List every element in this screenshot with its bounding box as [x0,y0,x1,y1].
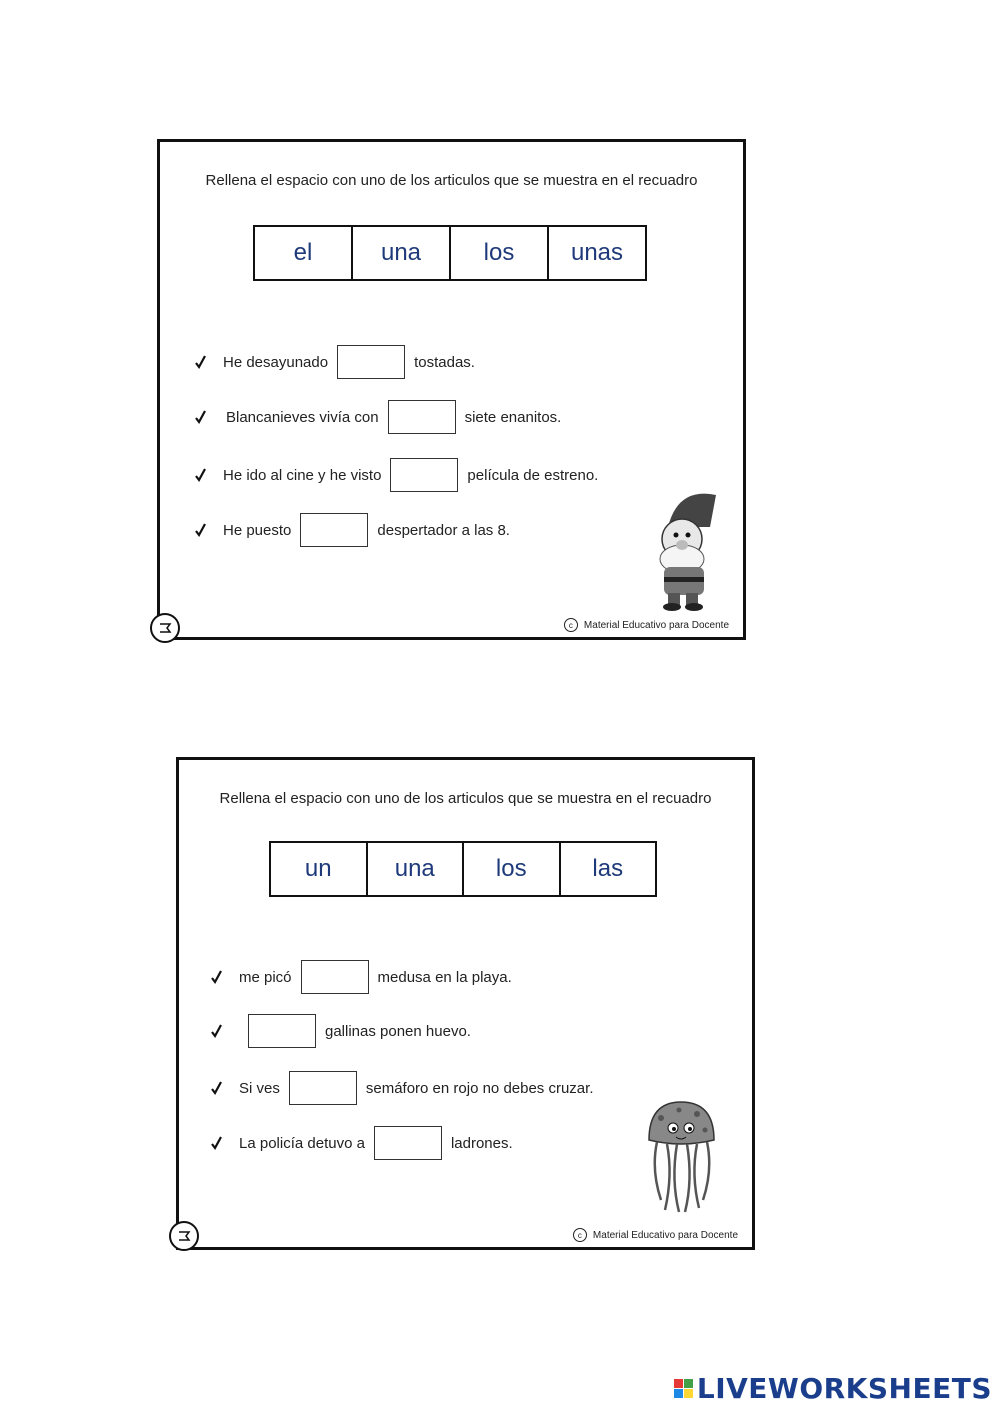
checkmark-icon [193,522,209,538]
answer-blank[interactable] [248,1014,316,1048]
copyright-icon: c [564,618,578,632]
sentence-text-after: película de estreno. [467,466,599,484]
checkmark-icon [193,409,209,425]
sentence-4 [193,513,510,547]
brand-square [674,1389,683,1398]
sentence-text-after: siete enanitos. [464,408,562,426]
jellyfish-illustration [639,1100,724,1215]
sentence-text-after: tostadas. [414,353,475,371]
sentence-text-after: despertador a las 8. [377,521,510,539]
sentence-3 [193,458,598,492]
brand-square [674,1379,683,1388]
liveworksheets-brand [674,1372,992,1405]
worksheet-card-1 [157,139,746,640]
sentence-text-before: He desayunado [223,353,329,371]
word-bank [253,225,647,281]
sentence-2 [209,1014,471,1048]
copyright-notice [573,1228,738,1242]
checkmark-icon [209,969,225,985]
sentence-text-before: La policía detuvo a [239,1134,365,1152]
sentence-1 [209,960,512,994]
answer-blank[interactable] [289,1071,357,1105]
sentence-text-before: Blancanieves vivía con [226,408,379,426]
word-bank-item: una [368,843,465,895]
sentence-text-before: He ido al cine y he visto [223,466,382,484]
sentence-text-after: gallinas ponen huevo. [325,1022,471,1040]
word-bank-item: las [592,855,624,882]
checkmark-icon [209,1080,225,1096]
word-bank-item: un [271,843,368,895]
word-bank [269,841,657,897]
sentence-3 [209,1071,594,1105]
answer-blank[interactable] [337,345,405,379]
copyright-text: Material Educativo para Docente [583,619,729,631]
checkmark-icon [209,1135,225,1151]
sentence-text-after: semáforo en rojo no debes cruzar. [365,1079,594,1097]
sentence-text-after: medusa en la playa. [377,968,512,986]
brand-square [684,1389,693,1398]
worksheet-card-2 [176,757,755,1250]
answer-blank[interactable] [301,960,369,994]
answer-blank[interactable] [300,513,368,547]
answer-blank[interactable] [388,400,456,434]
sentence-text-before: me picó [239,968,292,986]
brand-square [684,1379,693,1388]
sentence-text-before: Si ves [239,1079,280,1097]
checkmark-icon [209,1023,225,1039]
copyright-notice [564,618,729,632]
checkmark-icon [193,354,209,370]
sentence-2 [193,400,561,434]
sentence-text-before: He puesto [223,521,292,539]
sentence-4 [209,1126,513,1160]
word-bank-item: los [451,227,549,279]
sentence-1 [193,345,475,379]
answer-blank[interactable] [390,458,458,492]
brand-name: LIVEWORKSHEETS [696,1372,992,1405]
owl-logo-icon [169,1221,199,1251]
copyright-text: Material Educativo para Docente [592,1229,738,1241]
instruction-text: Rellena el espacio con uno de los articulos que se muestra en el recuadro [219,790,712,807]
liveworksheets-logo-icon [674,1379,693,1398]
word-bank-item: el [255,227,353,279]
instruction-text: Rellena el espacio con uno de los articulos que se muestra en el recuadro [205,172,698,189]
word-bank-item: una [353,227,451,279]
word-bank-item: los [464,843,561,895]
checkmark-icon [193,467,209,483]
dwarf-illustration [638,487,728,612]
word-bank-item: unas [570,239,624,266]
sentence-text-after: ladrones. [450,1134,513,1152]
owl-logo-icon [150,613,180,643]
answer-blank[interactable] [374,1126,442,1160]
copyright-icon: c [573,1228,587,1242]
